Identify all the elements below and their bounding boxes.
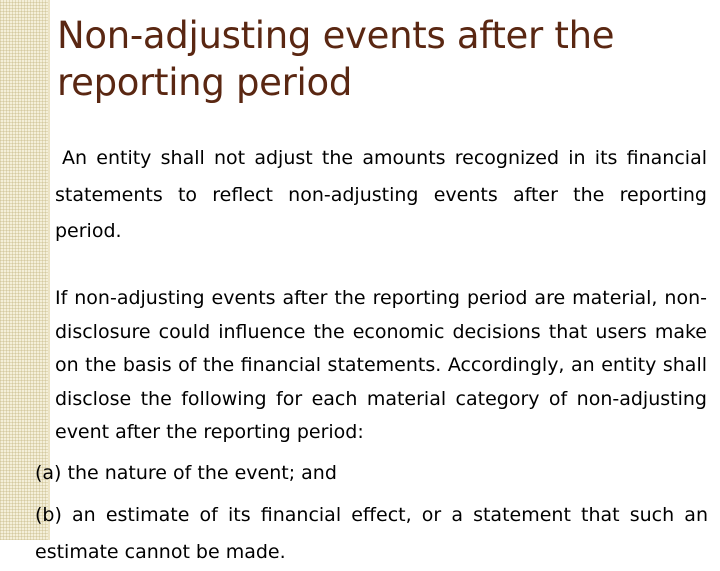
paragraph-disclosure-requirement: If non-adjusting events after the reporting period are material, non-disclosure could influence the economic decisions that users make on the basis of the financial statements. Accordingly, an entity shall disclose the following for each material category of non-adjusting event after the reporting period: — [55, 287, 707, 443]
list-item-nature-of-event: (a) the nature of the event; and — [35, 462, 337, 484]
list-item-financial-effect: (b) an estimate of its financial effect, or a statement that such an estimate cannot be made. — [35, 504, 708, 563]
paragraph-adjustment-rule: An entity shall not adjust the amounts recognized in its financial statements to reflect non-adjusting events after the reporting period. — [55, 147, 707, 242]
slide-title: Non-adjusting events after the reporting period — [57, 14, 615, 104]
